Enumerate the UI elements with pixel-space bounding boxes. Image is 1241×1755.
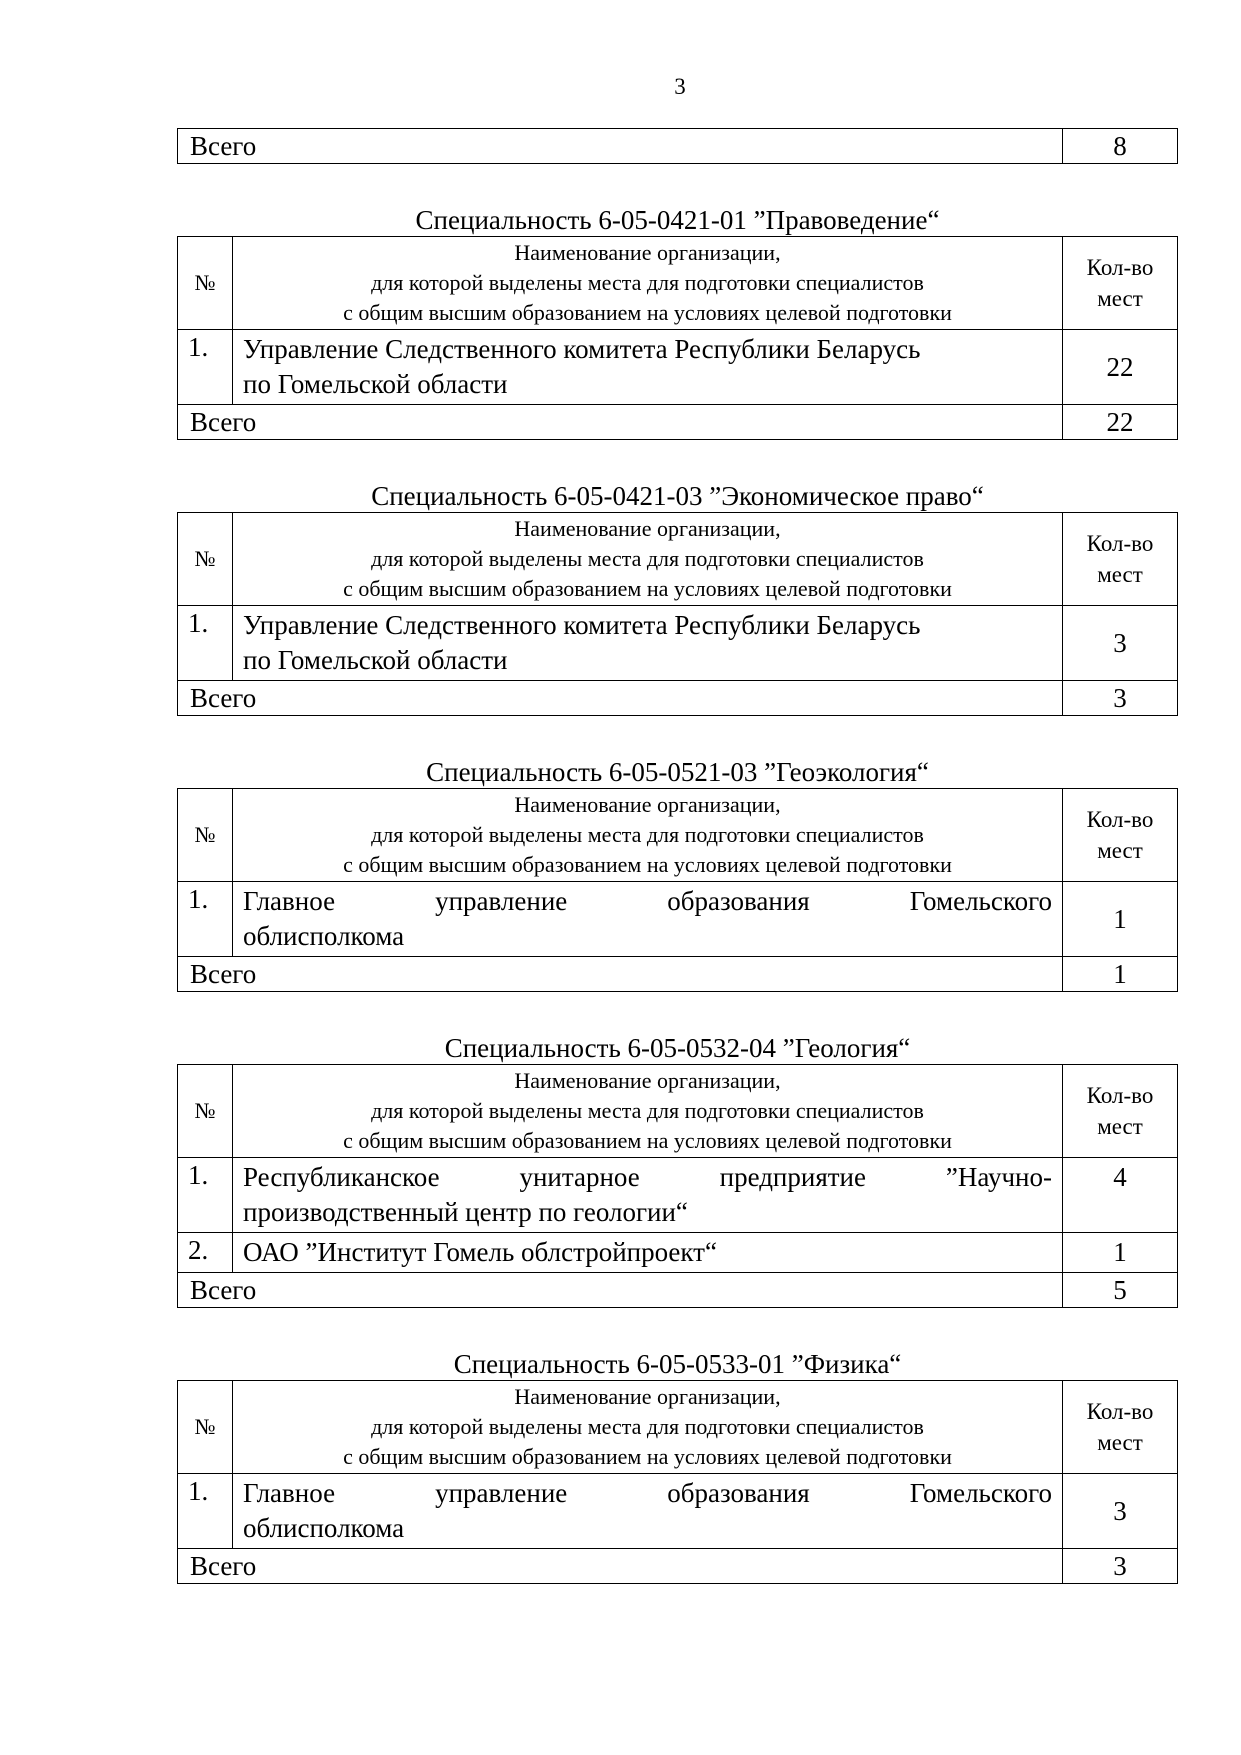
header-qty-line: Кол-во [1086, 807, 1154, 832]
header-qty-line: мест [1097, 1114, 1143, 1139]
total-row [178, 1273, 1178, 1308]
total-value: 8 [1063, 129, 1178, 164]
total-row [178, 1549, 1178, 1584]
total-label: Всего [178, 129, 1063, 164]
total-row [178, 405, 1178, 440]
organization-name-line: по Гомельской области [243, 369, 508, 399]
organization-name-line: облисполкома [243, 1513, 405, 1543]
organization-name-line: производственный центр по геологии“ [243, 1197, 688, 1227]
header-organization [233, 513, 1063, 606]
total-value: 3 [1063, 681, 1178, 716]
organization-name-line: по Гомельской области [243, 645, 508, 675]
header-qty-line: Кол-во [1086, 531, 1154, 556]
organization-name-line: облисполкома [243, 921, 405, 951]
header-qty-line: Кол-во [1086, 255, 1154, 280]
table-row [178, 1474, 1178, 1549]
section-geoekologiya [177, 756, 1178, 992]
organization-name [233, 606, 1063, 681]
header-num: № [178, 513, 233, 606]
seat-count: 3 [1063, 606, 1178, 681]
total-value: 22 [1063, 405, 1178, 440]
header-quantity [1063, 789, 1178, 882]
header-name-line: для которой выделены места для подготовки специалистов [371, 270, 924, 295]
section-ekonomicheskoe-pravo [177, 480, 1178, 716]
table-header-row [178, 789, 1178, 882]
total-value: 1 [1063, 957, 1178, 992]
row-number: 2. [178, 1233, 233, 1273]
header-name-line: с общим высшим образованием на условиях целевой подготовки [343, 1128, 952, 1153]
total-label: Всего [178, 681, 1063, 716]
header-num: № [178, 1065, 233, 1158]
allocation-table [177, 1380, 1178, 1584]
section-fizika [177, 1348, 1178, 1584]
organization-name-line: Управление Следственного комитета Республики Беларусь [243, 334, 921, 364]
organization-name [233, 1233, 1063, 1273]
table-header-row [178, 237, 1178, 330]
seat-count: 1 [1063, 882, 1178, 957]
row-number: 1. [178, 1474, 233, 1549]
section-title: Специальность 6-05-0421-01 ”Правоведение“ [415, 205, 940, 235]
section-pravovedenie [177, 204, 1178, 440]
header-qty-line: мест [1097, 838, 1143, 863]
header-num: № [178, 789, 233, 882]
organization-name-line: Главное управление образования Гомельского [243, 1478, 1052, 1508]
total-value: 5 [1063, 1273, 1178, 1308]
header-name-line: для которой выделены места для подготовки специалистов [371, 822, 924, 847]
total-label: Всего [178, 1549, 1063, 1584]
organization-name [233, 1474, 1063, 1549]
header-organization [233, 237, 1063, 330]
header-name-line: Наименование организации, [514, 792, 781, 817]
organization-name [233, 330, 1063, 405]
total-row [178, 957, 1178, 992]
header-name-line: для которой выделены места для подготовки специалистов [371, 1414, 924, 1439]
header-qty-line: мест [1097, 1430, 1143, 1455]
table-header-row [178, 1381, 1178, 1474]
total-label: Всего [178, 957, 1063, 992]
organization-name-line: ОАО ”Институт Гомель облстройпроект“ [243, 1237, 717, 1267]
header-quantity [1063, 1065, 1178, 1158]
header-organization [233, 789, 1063, 882]
total-label: Всего [178, 405, 1063, 440]
header-name-line: для которой выделены места для подготовки специалистов [371, 546, 924, 571]
previous-total-table [177, 128, 1178, 164]
row-number: 1. [178, 330, 233, 405]
header-name-line: для которой выделены места для подготовки специалистов [371, 1098, 924, 1123]
seat-count: 3 [1063, 1474, 1178, 1549]
header-quantity [1063, 513, 1178, 606]
document-body [177, 128, 1178, 1584]
seat-count: 4 [1063, 1158, 1178, 1233]
header-name-line: с общим высшим образованием на условиях целевой подготовки [343, 1444, 952, 1469]
header-quantity [1063, 237, 1178, 330]
header-quantity [1063, 1381, 1178, 1474]
header-name-line: Наименование организации, [514, 516, 781, 541]
seat-count: 1 [1063, 1233, 1178, 1273]
table-row [178, 1233, 1178, 1273]
header-qty-line: Кол-во [1086, 1399, 1154, 1424]
header-qty-line: мест [1097, 562, 1143, 587]
header-name-line: Наименование организации, [514, 1068, 781, 1093]
header-qty-line: мест [1097, 286, 1143, 311]
seat-count: 22 [1063, 330, 1178, 405]
header-organization [233, 1381, 1063, 1474]
total-row [178, 681, 1178, 716]
page-number: 3 [674, 74, 686, 99]
section-geologiya [177, 1032, 1178, 1308]
section-title: Специальность 6-05-0421-03 ”Экономическое право“ [371, 481, 984, 511]
table-header-row [178, 1065, 1178, 1158]
header-name-line: с общим высшим образованием на условиях целевой подготовки [343, 576, 952, 601]
allocation-table [177, 236, 1178, 440]
organization-name-line: Главное управление образования Гомельского [243, 886, 1052, 916]
header-organization [233, 1065, 1063, 1158]
header-name-line: Наименование организации, [514, 1384, 781, 1409]
header-qty-line: Кол-во [1086, 1083, 1154, 1108]
section-title: Специальность 6-05-0533-01 ”Физика“ [453, 1349, 902, 1379]
table-header-row [178, 513, 1178, 606]
total-label: Всего [178, 1273, 1063, 1308]
section-title: Специальность 6-05-0521-03 ”Геоэкология“ [426, 757, 929, 787]
allocation-table [177, 788, 1178, 992]
organization-name [233, 882, 1063, 957]
header-name-line: Наименование организации, [514, 240, 781, 265]
header-name-line: с общим высшим образованием на условиях целевой подготовки [343, 300, 952, 325]
header-num: № [178, 1381, 233, 1474]
section-title: Специальность 6-05-0532-04 ”Геология“ [444, 1033, 911, 1063]
header-name-line: с общим высшим образованием на условиях целевой подготовки [343, 852, 952, 877]
row-number: 1. [178, 606, 233, 681]
allocation-table [177, 512, 1178, 716]
total-row [178, 129, 1178, 164]
organization-name [233, 1158, 1063, 1233]
row-number: 1. [178, 1158, 233, 1233]
table-row [178, 1158, 1178, 1233]
table-row [178, 882, 1178, 957]
allocation-table [177, 1064, 1178, 1308]
header-num: № [178, 237, 233, 330]
total-value: 3 [1063, 1549, 1178, 1584]
row-number: 1. [178, 882, 233, 957]
organization-name-line: Республиканское унитарное предприятие ”Научно- [243, 1162, 1052, 1192]
table-row [178, 606, 1178, 681]
organization-name-line: Управление Следственного комитета Республики Беларусь [243, 610, 921, 640]
table-row [178, 330, 1178, 405]
